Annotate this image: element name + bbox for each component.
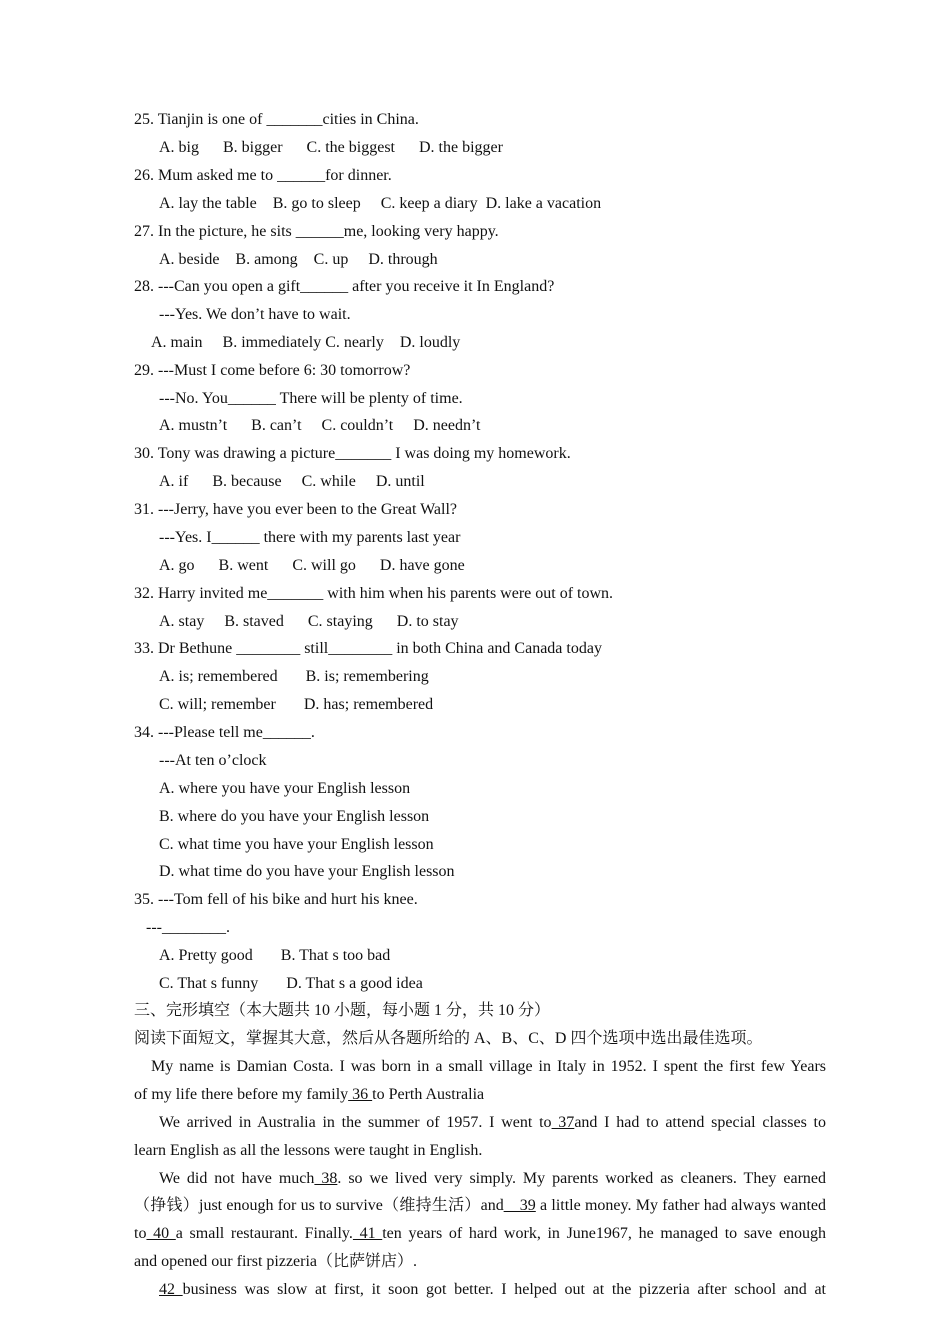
question-28-reply: ---Yes. We don’t have to wait. xyxy=(159,306,351,323)
question-33: 33. Dr Bethune ________ still________ in both China and Canada today xyxy=(134,640,602,657)
passage-line-2 xyxy=(134,1085,826,1105)
passage-text: a little money. My father had always wanted xyxy=(535,1197,826,1214)
passage-line-8: and opened our first pizzeria（比萨饼店）. xyxy=(134,1253,418,1270)
blank-36: 36 xyxy=(348,1086,373,1103)
blank-41: 41 xyxy=(352,1225,383,1242)
passage-text: of my life there before my family xyxy=(134,1086,349,1103)
question-31-reply: ---Yes. I______ there with my parents last year xyxy=(159,529,461,546)
passage-text: to Perth Australia xyxy=(372,1086,485,1103)
passage-line-7 xyxy=(134,1224,826,1244)
question-35: 35. ---Tom fell of his bike and hurt his knee. xyxy=(134,891,418,908)
options-28: A. main B. immediately C. nearly D. loudly xyxy=(151,334,461,351)
options-26: A. lay the table B. go to sleep C. keep a diary D. lake a vacation xyxy=(159,195,602,212)
passage-text: . so we lived very simply. My parents worked as cleaners. They earned xyxy=(337,1170,827,1187)
passage-line-5 xyxy=(159,1169,826,1189)
passage-text: and I had to attend special classes to xyxy=(574,1114,826,1131)
blank-40: 40 xyxy=(146,1225,176,1242)
question-25: 25. Tianjin is one of _______cities in China. xyxy=(134,111,419,128)
question-35-reply: ---________. xyxy=(146,919,230,936)
options-27: A. beside B. among C. up D. through xyxy=(159,251,438,268)
passage-line-9 xyxy=(159,1280,826,1300)
options-33-ab: A. is; remembered B. is; remembering xyxy=(159,668,429,685)
option-34-d: D. what time do you have your English lesson xyxy=(159,863,455,880)
question-30: 30. Tony was drawing a picture_______ I was doing my homework. xyxy=(134,445,571,462)
options-33-cd: C. will; remember D. has; remembered xyxy=(159,696,434,713)
option-34-a: A. where you have your English lesson xyxy=(159,780,411,797)
question-32: 32. Harry invited me_______ with him when his parents were out of town. xyxy=(134,585,614,602)
passage-line-1: My name is Damian Costa. I was born in a small village in Italy in 1952. I spent the first few Years xyxy=(151,1058,826,1075)
question-27: 27. In the picture, he sits ______me, looking very happy. xyxy=(134,223,499,240)
question-34-reply: ---At ten o’clock xyxy=(159,752,267,769)
options-29: A. mustn’t B. can’t C. couldn’t D. needn’t xyxy=(159,417,481,434)
passage-line-3 xyxy=(159,1113,826,1133)
options-32: A. stay B. staved C. staying D. to stay xyxy=(159,613,459,630)
question-34: 34. ---Please tell me______. xyxy=(134,724,315,741)
section-instructions: 阅读下面短文，掌握其大意，然后从各题所给的 A、B、C、D 四个选项中选出最佳选项。 xyxy=(134,1030,763,1047)
question-26: 26. Mum asked me to ______for dinner. xyxy=(134,167,392,184)
passage-text: a small restaurant. Finally. xyxy=(175,1225,353,1242)
passage-text: We did not have much xyxy=(159,1170,315,1187)
passage-text: （挣钱）just enough for us to survive（维持生活）and xyxy=(134,1197,504,1214)
options-30: A. if B. because C. while D. until xyxy=(159,473,425,490)
question-31: 31. ---Jerry, have you ever been to the Great Wall? xyxy=(134,501,458,518)
passage-text: We arrived in Australia in the summer of 1957. I went to xyxy=(159,1114,552,1131)
options-35-cd: C. That s funny D. That s a good idea xyxy=(159,975,423,992)
question-29: 29. ---Must I come before 6: 30 tomorrow? xyxy=(134,362,411,379)
blank-42: 42 xyxy=(159,1281,183,1298)
blank-39: __39 xyxy=(503,1197,536,1214)
passage-text: ten years of hard work, in June1967, he managed to save enough xyxy=(382,1225,827,1242)
option-34-c: C. what time you have your English lesson xyxy=(159,836,434,853)
section-heading: 三、完形填空（本大题共 10 小题，每小题 1 分，共 10 分） xyxy=(134,1002,551,1019)
options-25: A. big B. bigger C. the biggest D. the bigger xyxy=(159,139,503,156)
blank-38: 38 xyxy=(314,1170,338,1187)
question-28: 28. ---Can you open a gift______ after you receive it In England? xyxy=(134,278,555,295)
blank-37: 37 xyxy=(551,1114,575,1131)
option-34-b: B. where do you have your English lesson xyxy=(159,808,430,825)
options-31: A. go B. went C. will go D. have gone xyxy=(159,557,465,574)
passage-line-6 xyxy=(134,1196,826,1216)
passage-text: to xyxy=(134,1225,147,1242)
passage-text: business was slow at first, it soon got better. I helped out at the pizzeria after school and at xyxy=(182,1281,827,1298)
passage-line-4: learn English as all the lessons were taught in English. xyxy=(134,1142,483,1159)
question-29-reply: ---No. You______ There will be plenty of time. xyxy=(159,390,463,407)
options-35-ab: A. Pretty good B. That s too bad xyxy=(159,947,391,964)
